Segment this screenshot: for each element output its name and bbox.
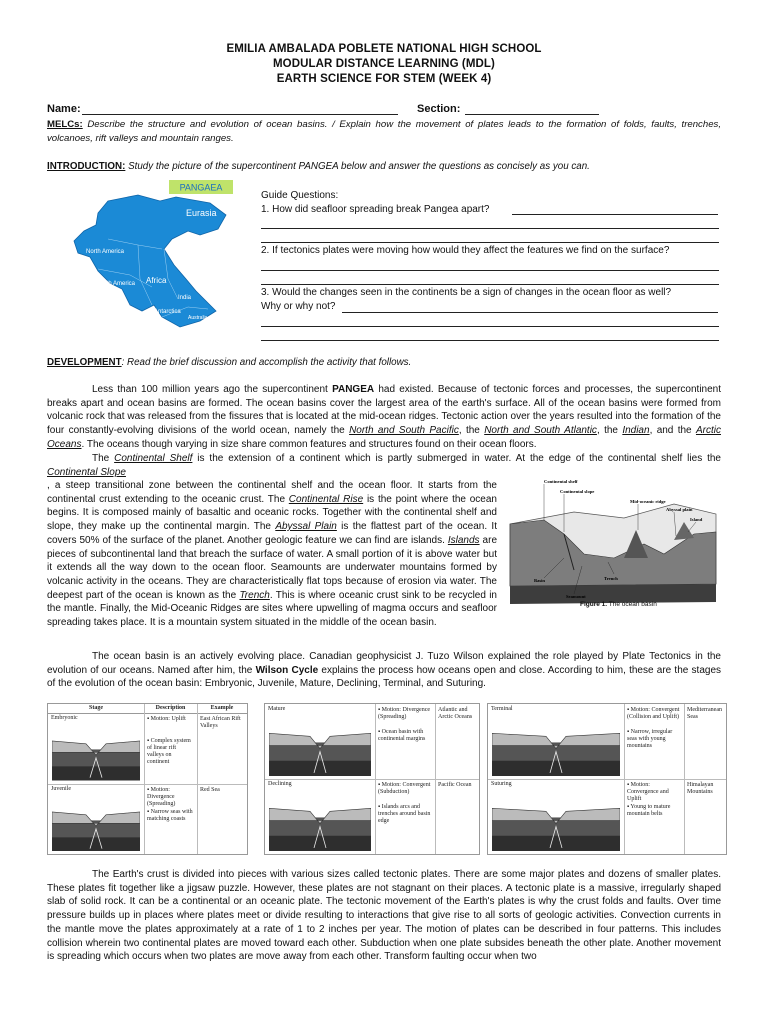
bullet-icon: ▪: [627, 782, 631, 788]
ocean-basin-diagram: [504, 474, 720, 612]
term-wilson-cycle: Wilson Cycle: [255, 664, 319, 676]
wilson-col-sep: [197, 704, 198, 854]
section-label: Section:: [417, 103, 461, 115]
guide-question-2: 2. If tectonics plates were moving how would they affect the features we find on the surface?: [261, 245, 670, 256]
bullet-icon: ▪: [147, 808, 151, 815]
fig-label-seamount: Seamount: [566, 594, 586, 599]
answer-line-3c[interactable]: [261, 340, 719, 341]
term-abyssal-plain: Abyssal Plain: [275, 521, 337, 533]
melcs: [47, 118, 721, 145]
answer-line-1c[interactable]: [261, 242, 719, 243]
p1-text-a: Less than 100 million years ago the supercontinent: [92, 384, 333, 395]
wilson-header-stage: Stage: [89, 705, 103, 711]
wilson-desc-text: Motion: Divergence (Spreading): [147, 786, 176, 807]
p2-text-a: The: [92, 453, 115, 464]
fig-label-basin: Basin: [534, 578, 545, 583]
term-continental-shelf: Continental Shelf: [114, 453, 193, 464]
intro-text: Study the picture of the supercontinent PANGEA below and answer the questions as concisely as you can.: [125, 161, 590, 172]
answer-line-2a[interactable]: [261, 270, 719, 271]
wilson-panel: [487, 703, 727, 855]
bullet-icon: ▪: [147, 716, 151, 722]
term-pangea: PANGEA: [332, 384, 375, 395]
wilson-stage-description: [147, 809, 194, 823]
melcs-text: Describe the structure and evolution of ocean basins. / Explain how the movement of plates leads to the formation of folds, faults, trenches, volcanoes, rift valleys and mountain ranges.: [47, 119, 721, 144]
wilson-stage-description: [378, 804, 432, 825]
paragraph-features-column: [47, 479, 497, 630]
subject-title: EARTH SCIENCE FOR STEM (WEEK 4): [276, 73, 492, 85]
answer-line-3a[interactable]: [342, 312, 718, 313]
paragraph-wilson-cycle: [47, 650, 721, 691]
wilson-stage-diagram: [52, 795, 140, 852]
p1-text-d: , the: [596, 425, 623, 437]
figure-caption-num: Figure 1.: [580, 601, 608, 608]
guide-heading: Guide Questions:: [261, 190, 339, 201]
p1-text-c: , the: [458, 425, 485, 437]
wilson-stage-example: Red Sea: [200, 786, 220, 793]
guide-question-3b: Why or why not?: [261, 301, 336, 312]
bullet-icon: ▪: [627, 804, 631, 810]
fig-label-trench: Trench: [604, 576, 618, 581]
bullet-icon: ▪: [627, 729, 631, 735]
map-label-eurasia: Eurasia: [186, 208, 217, 218]
bullet-icon: ▪: [147, 786, 151, 793]
wilson-row-sep: [48, 784, 247, 785]
guide-question-1: 1. How did seafloor spreading break Pangea apart?: [261, 204, 490, 215]
term-indian: Indian: [622, 425, 650, 437]
map-label-africa: Africa: [146, 276, 167, 285]
wilson-stage-diagram: [269, 715, 371, 776]
wilson-stage-diagram: [492, 715, 620, 776]
wilson-desc-text: Motion: Divergence (Spreading): [378, 707, 431, 720]
wilson-stage-name: Declining: [268, 781, 292, 787]
term-arctic: Arctic Oceans: [47, 425, 721, 450]
p2-text-d: is the point where the ocean begins. It is composed mainly of basaltic and oceanic rocks. Together with the continental shelf and slope, they make up the continental margin. The: [47, 493, 497, 533]
wilson-desc-text: Narrow seas with matching coasts: [147, 808, 193, 822]
wilson-row-sep: [265, 779, 479, 780]
p1-text-f: . The oceans though varying in size share common features and structures found on their ocean floors.: [81, 438, 537, 450]
fig-label-plain: Abyssal plain: [666, 507, 693, 512]
fig-label-island: Island: [690, 517, 703, 522]
program-title: MODULAR DISTANCE LEARNING (MDL): [272, 58, 495, 70]
wilson-stage-example: Atlantic and Arctic Oceans: [438, 707, 473, 720]
bullet-icon: ▪: [378, 707, 382, 713]
p2-text-g: . This is where oceanic crust sink to be recycled in the mantle. Finally, the Mid-Oceanic Ridges are sites where upwelling of magma occurs and seafloor spreading takes place. It is a mountain system situated in the middle of the ocean basin.: [47, 589, 497, 629]
development-text: : Read the brief discussion and accomplish the activity that follows.: [121, 357, 412, 368]
p1-text-e: , and the: [649, 425, 696, 437]
answer-line-1a[interactable]: [512, 214, 718, 215]
map-label-north-america: North America: [86, 249, 125, 255]
guide-question-3: 3. Would the changes seen in the continents be a sign of changes in the ocean floor as well?: [261, 287, 672, 298]
wilson-desc-text: Young to mature mountain belts: [627, 804, 671, 817]
wilson-stage-example: East African Rift Valleys: [200, 716, 241, 729]
wilson-desc-text: Ocean basin with continental margins: [378, 729, 426, 742]
wilson-stage-example: Himalayan Mountains: [687, 782, 714, 795]
wilson-stage-description: [627, 729, 681, 750]
wilson-panel: [47, 703, 248, 855]
wilson-panel: [264, 703, 480, 855]
p2-text-b: is the extension of a continent which is partly submerged in water. At the edge of the continental shelf lies the: [192, 453, 721, 464]
wilson-desc-text: Motion: Convergence and Uplift: [627, 782, 669, 802]
term-trench: Trench: [239, 589, 270, 601]
fig-label-slope: Continental slope: [560, 489, 595, 494]
wilson-stage-description: [627, 782, 681, 803]
melcs-label: MELCs:: [47, 119, 83, 130]
p2-cont-text: , a steep transitional zone between the continental shelf and the ocean floor. It starts from the continental crust extending to the oceanic crust. The: [47, 480, 497, 505]
wilson-header-row: [48, 704, 247, 714]
wilson-stage-diagram: [52, 724, 140, 781]
figure-caption-text: The ocean basin: [607, 601, 657, 608]
p2-text-e: is the flattest part of the ocean. It covers 50% of the surface of the planet. Another geologic feature we can find are islands.: [47, 521, 497, 546]
wilson-col-sep: [144, 704, 145, 854]
wilson-stage-diagram: [492, 790, 620, 851]
name-label: Name:: [47, 103, 81, 115]
wilson-stage-diagram: [269, 790, 371, 851]
school-name: EMILIA AMBALADA POBLETE NATIONAL HIGH SCHOOL: [226, 43, 542, 55]
wilson-header-description: Description: [155, 705, 186, 711]
map-label-south-america: South America: [96, 281, 136, 287]
term-pacific: North and South Pacific: [349, 425, 459, 437]
wilson-desc-text: Motion: Uplift: [150, 716, 186, 722]
term-continental-rise-inline: Continental Rise: [288, 493, 364, 505]
wilson-stage-description: [378, 707, 432, 721]
section-field[interactable]: [465, 114, 599, 115]
wilson-header-example: Example: [210, 705, 234, 711]
pangaea-map: [68, 179, 236, 339]
term-islands: Islands: [447, 534, 480, 546]
fig-label-ridge: Mid-oceanic ridge: [630, 499, 666, 504]
wilson-row-sep: [488, 779, 726, 780]
bullet-icon: ▪: [147, 738, 151, 744]
map-label-australia: Australia: [188, 315, 208, 321]
p3-text-b: explains the process how oceans open and close. According to him, these are the stages of the evolution of the ocean basin: Embryonic, Juvenile, Mature, Declining, Terminal, and Suturing.: [47, 664, 721, 690]
wilson-stage-description: [378, 782, 432, 796]
wilson-stage-description: [147, 738, 194, 766]
p2-text-f: are pieces of subcontinental land that breach the surface of water. A small portion of it is above water but it extends all the way down to the ocean floor. Seamounts are underwater mountains formed by volcanic activity in the oceans. They are characteristically flat tops because of erosion via water. The deepest part of the ocean is known as the: [47, 534, 498, 601]
wilson-stage-name: Embryonic: [51, 715, 78, 721]
map-label-antarctica: Antarctica: [154, 309, 181, 315]
fig-label-shelf: Continental shelf: [544, 479, 578, 484]
wilson-desc-text: Narrow, irregular seas with young mountains: [627, 729, 673, 749]
wilson-desc-text: Islands arcs and trenches around basin edge: [378, 804, 431, 824]
wilson-stage-name: Terminal: [491, 706, 513, 712]
wilson-stage-description: [627, 707, 681, 721]
p3-text-a: The ocean basin is an actively evolving place. Canadian geophysicist J. Tuzo Wilson explained the role played by Plate Tectonics in the evolution of our oceans. Named after him, the: [47, 651, 721, 676]
answer-line-2b[interactable]: [261, 284, 719, 285]
paragraph-ocean-basins: [47, 383, 721, 452]
bullet-icon: ▪: [627, 707, 631, 713]
wilson-desc-text: Motion: Convergent (Collision and Uplift): [627, 707, 680, 720]
wilson-stage-example: Pacific Ocean: [438, 782, 472, 788]
map-label-india: India: [178, 295, 192, 301]
development: [47, 356, 727, 370]
pangaea-map-graphic: [68, 179, 236, 339]
p1-text-b: had existed. Because of tectonic forces and processes, the supercontinent breaks apart and ocean basins are formed. The ocean basins cover the largest area of the earth's surface. All of the ocean basins were formed from volcanic rock that was released from the fissures that is located at the mid-ocean ridges. Tectonic action over the years resulted into the formation of the four constantly-evolving divisions of the world ocean, namely the: [47, 384, 722, 437]
name-field[interactable]: [82, 114, 398, 115]
figure-caption: [580, 601, 657, 608]
wilson-stage-name: Juvenile: [51, 785, 71, 792]
wilson-stage-name: Suturing: [491, 781, 512, 787]
wilson-desc-text: Complex system of linear rift valleys on continent: [147, 738, 191, 765]
wilson-stage-description: [627, 804, 681, 818]
bullet-icon: ▪: [378, 804, 382, 810]
term-atlantic: North and South Atlantic: [484, 425, 597, 437]
development-label: DEVELOPMENT: [47, 357, 122, 368]
figure-ocean-basin: [504, 474, 720, 612]
answer-line-3b[interactable]: [261, 326, 719, 327]
wilson-stage-example: Mediterranean Seas: [687, 707, 722, 720]
paragraph-tectonic-plates: The Earth's crust is divided into pieces with various sizes called tectonic plates. There are some major plates and dozens of smaller plates. These plates fit together like a jigsaw puzzle. However, these plates are not stagnant on their places. A tectonic plate is a massive, irregularly shaped slab of solid rock. It can be a continental or an oceanic plate. The tectonic movement of the Earth's plates is why the crust folds and faults. Over time pressure builds up in places where plates meet or divide resulting to interactions that give rise to all sorts of geologic activities. Convection currents in the mantle move the plates approximately at a rate of 1 to 2 inches per year. The motion of plates can be described in four patterns. This includes collision wherein two continental plates are moved toward each other. Subduction when one plate subsides beneath the other plate. Another movement is spreading which occurs when two plates are move away from each other. Transform faulting occur when two: [47, 869, 721, 963]
introduction: [47, 160, 727, 174]
wilson-stage-description: [147, 716, 194, 723]
wilson-stage-name: Mature: [268, 706, 286, 712]
term-continental-slope: Continental Slope: [47, 466, 126, 478]
intro-label: INTRODUCTION:: [47, 161, 126, 172]
wilson-stage-description: [147, 787, 194, 808]
wilson-stage-description: [378, 729, 432, 743]
bullet-icon: ▪: [378, 782, 382, 788]
wilson-desc-text: Motion: Convergent (Subduction): [378, 782, 431, 795]
map-title: PANGAEA: [179, 182, 223, 193]
bullet-icon: ▪: [378, 729, 382, 735]
answer-line-1b[interactable]: [261, 228, 719, 229]
